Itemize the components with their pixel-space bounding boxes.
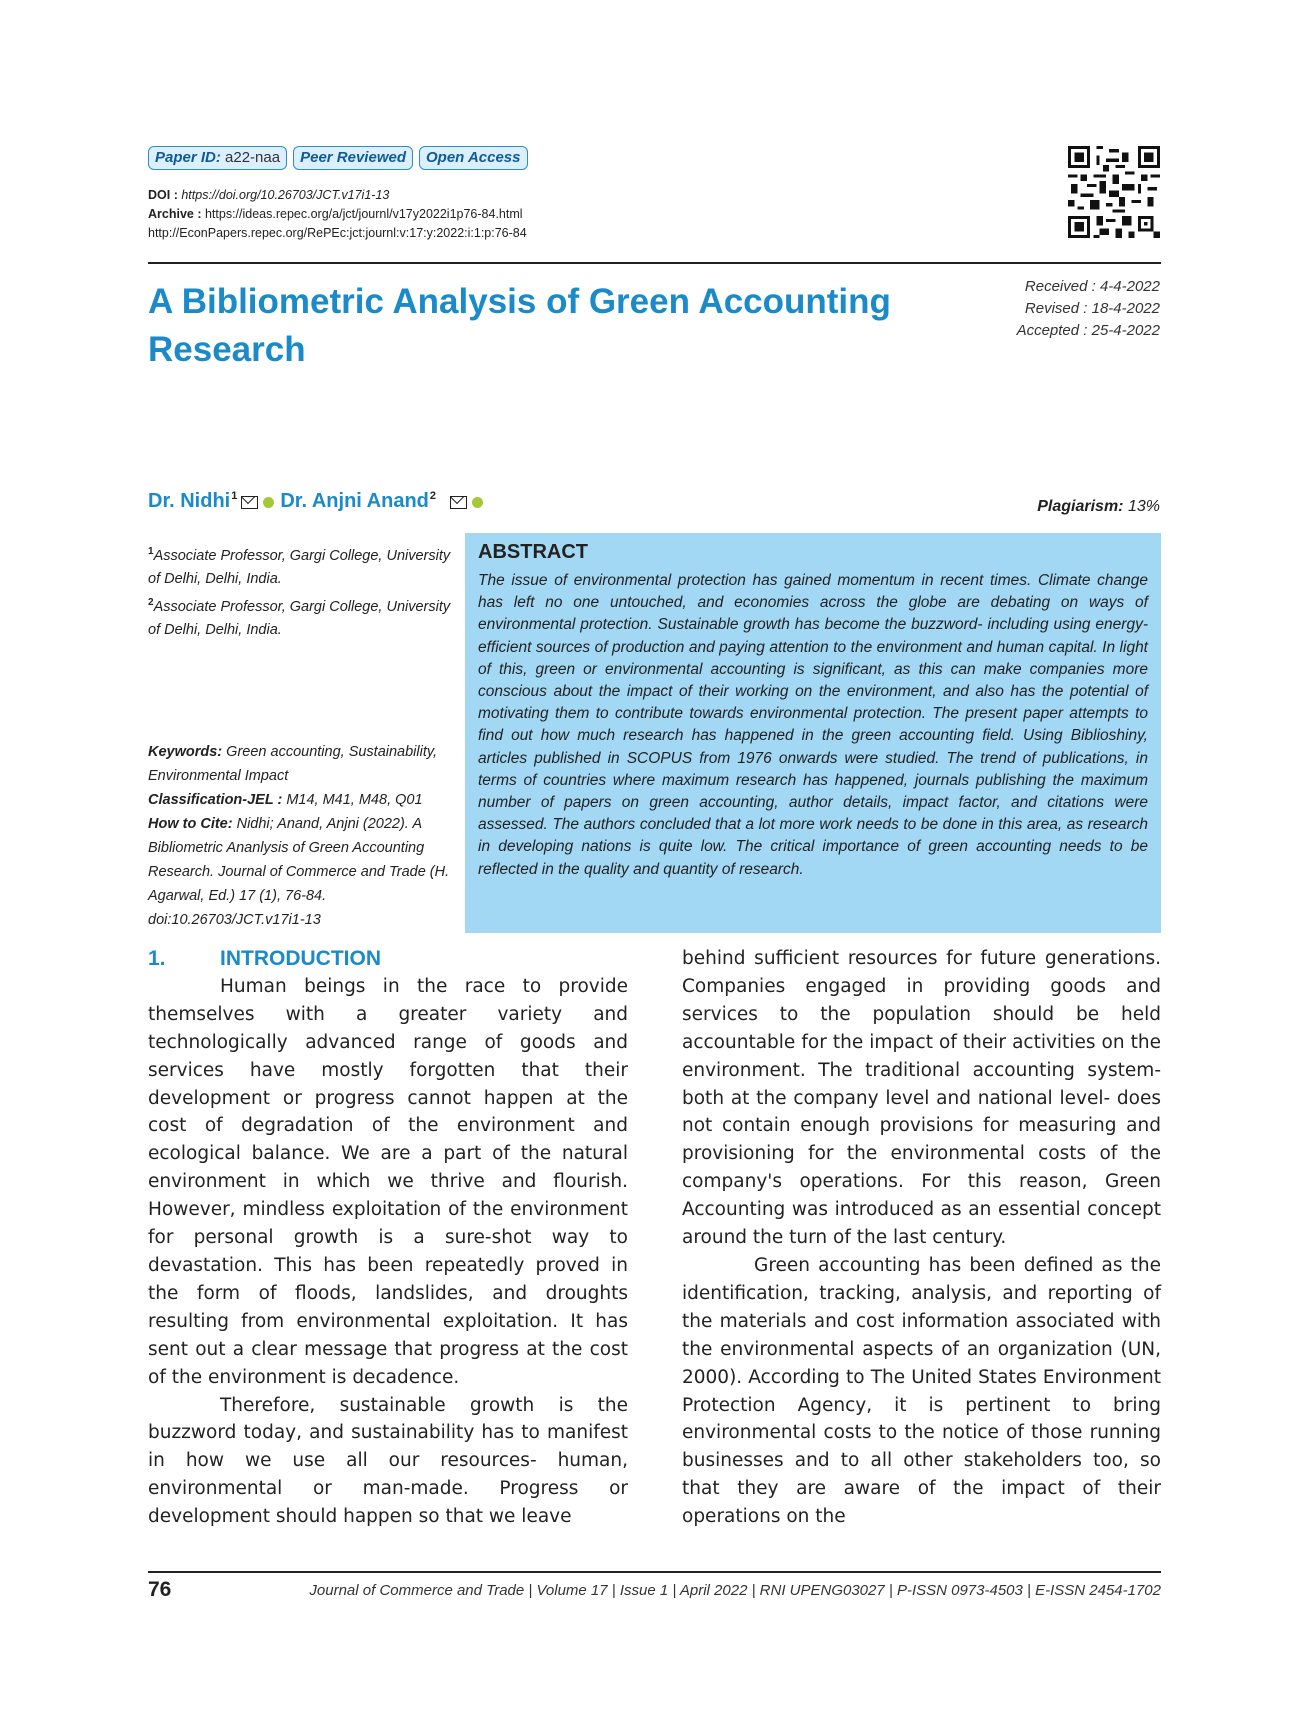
author-list: Dr. Nidhi $^1$ Dr. Anjni Anand $^2$: [148, 490, 489, 513]
open-access-badge: Open Access: [419, 146, 528, 170]
econpapers-link[interactable]: http://EconPapers.repec.org/RePEc:jct:journl:v:17:y:2022:i:1:p:76-84: [148, 226, 527, 240]
archive-link[interactable]: https://ideas.repec.org/a/jct/journl/v17y2022i1p76-84.html: [204, 207, 523, 221]
abstract-text: The issue of environmental protection has gained momentum in recent times. Climate change has left no one untouched, and economies across the globe are debating on ways of environmental protection. Sustainable growth has become the buzzword- including using energy-efficient sources of production and paying attention to the environment and human capital. In light of this, green or environmental accounting is significant, as this can make companies more conscious about the impact of their working on the environment, and also has the potential of motivating them to contribute towards environmental protection. The present paper attempts to find out how much research has happened in the green accounting field. Using Biblioshiny, articles published in SCOPUS from 1976 onwards were studied. The trend of publications, in terms of countries where maximum research has happened, journals publishing the maximum number of papers on green accounting, author details, impact factor, and citations were assessed. The authors concluded that a lot more work needs to be done in this area, as research in developing nations is quite low. The critical importance of green accounting needs to be reflected in the quality and quantity of research.: [478, 572, 1148, 878]
mail-icon[interactable]: [241, 496, 258, 509]
doi-link[interactable]: https://doi.org/10.26703/JCT.v17i1-13: [181, 188, 390, 202]
paragraph: Green accounting has been defined as the identification, tracking, analysis, and reporting of the materials and cost information associated with the environmental aspects of an organization (UN, 2000). According to The United States Environment Protection Agency, it is pertinent to bring environmental costs to the notice of those running businesses and to all other stakeholders too, so that they are aware of the impact of their operations on the: [682, 1254, 1161, 1528]
header-rule: [148, 262, 1161, 264]
body-column-left: [148, 945, 628, 1531]
peer-reviewed-badge: Peer Reviewed: [293, 146, 413, 170]
journal-info: Journal of Commerce and Trade | Volume 17 | Issue 1 | April 2022 | RNI UPENG03027 | P-ISSN 0973-4503 | E-ISSN 2454-1702: [309, 1581, 1161, 1599]
plagiarism-score: Plagiarism: 13%: [1037, 498, 1160, 515]
article-meta: DOI : https://doi.org/10.26703/JCT.v17i1-13 Archive : https://ideas.repec.org/a/jct/journl/v17y2022i1p76-84.html http://EconPapers.repec.org/RePEc:jct:journl:v:17:y:2022:i:1:p:76-84: [148, 186, 527, 243]
keywords-block: Keywords: Green accounting, Sustainability, Environmental Impact Classification-JEL : M14, M41, M48, Q01 How to Cite: Nidhi; Anand, Anjni (2022). A Bibliometric Ananlysis of Green Accounting Research. Journal of Commerce and Trade (H. Agarwal, Ed.) 17 (1), 76-84. doi:10.26703/JCT.v17i1-13: [148, 744, 450, 928]
author-name: Dr. Nidhi: [148, 490, 231, 512]
page-number: 76: [148, 1578, 172, 1601]
author-name: Dr. Anjni Anand: [280, 490, 429, 512]
paper-id-badge: Paper ID: a22-naa: [148, 146, 287, 170]
orcid-icon[interactable]: [263, 497, 274, 508]
affiliation: $^1$Associate Professor, Gargi College, University of Delhi, Delhi, India.: [148, 546, 451, 587]
mail-icon[interactable]: [450, 496, 467, 509]
header-badges: [148, 146, 528, 170]
abstract-heading: ABSTRACT: [478, 541, 588, 563]
paper-title: A Bibliometric Analysis of Green Accounting Research: [148, 282, 891, 369]
affiliation: $^2$Associate Professor, Gargi College, University of Delhi, Delhi, India.: [148, 596, 451, 638]
paragraph: Therefore, sustainable growth is the buzzword today, and sustainability has to manifest in how we use all our resources- human, environmental or man-made. Progress or development should happen so that we leave: [148, 1394, 628, 1528]
qr-code-icon: [1068, 146, 1160, 238]
orcid-icon[interactable]: [472, 497, 483, 508]
body-column-right: [682, 945, 1161, 1531]
section-heading: 1. INTRODUCTION: [148, 947, 381, 970]
paragraph: behind sufficient resources for future generations. Companies engaged in providing goods and services to the population should be held accountable for the impact of their activities on the environment. The traditional accounting system- both at the company level and national level- does not contain enough provisions for measuring and provisioning for the environmental costs of the company's operations. For this reason, Green Accounting was introduced as an essential concept around the turn of the last century.: [682, 948, 1161, 1249]
footer-rule: [148, 1571, 1161, 1573]
submission-dates: Received : 4-4-2022 Revised : 18-4-2022 Accepted : 25-4-2022: [1016, 278, 1160, 339]
paragraph: Human beings in the race to provide themselves with a greater variety and technologically advanced range of goods and services have mostly forgotten that their development or progress cannot happen at the cost of degradation of the environment and ecological balance. We are a part of the natural environment in which we thrive and flourish. However, mindless exploitation of the environment for personal growth is a sure-shot way to devastation. This has been repeatedly proved in the form of floods, landslides, and droughts resulting from environmental exploitation. It has sent out a clear message that progress at the cost of the environment is decadence.: [148, 975, 628, 1388]
page-footer: [148, 1578, 1161, 1602]
affiliations: [148, 540, 458, 642]
